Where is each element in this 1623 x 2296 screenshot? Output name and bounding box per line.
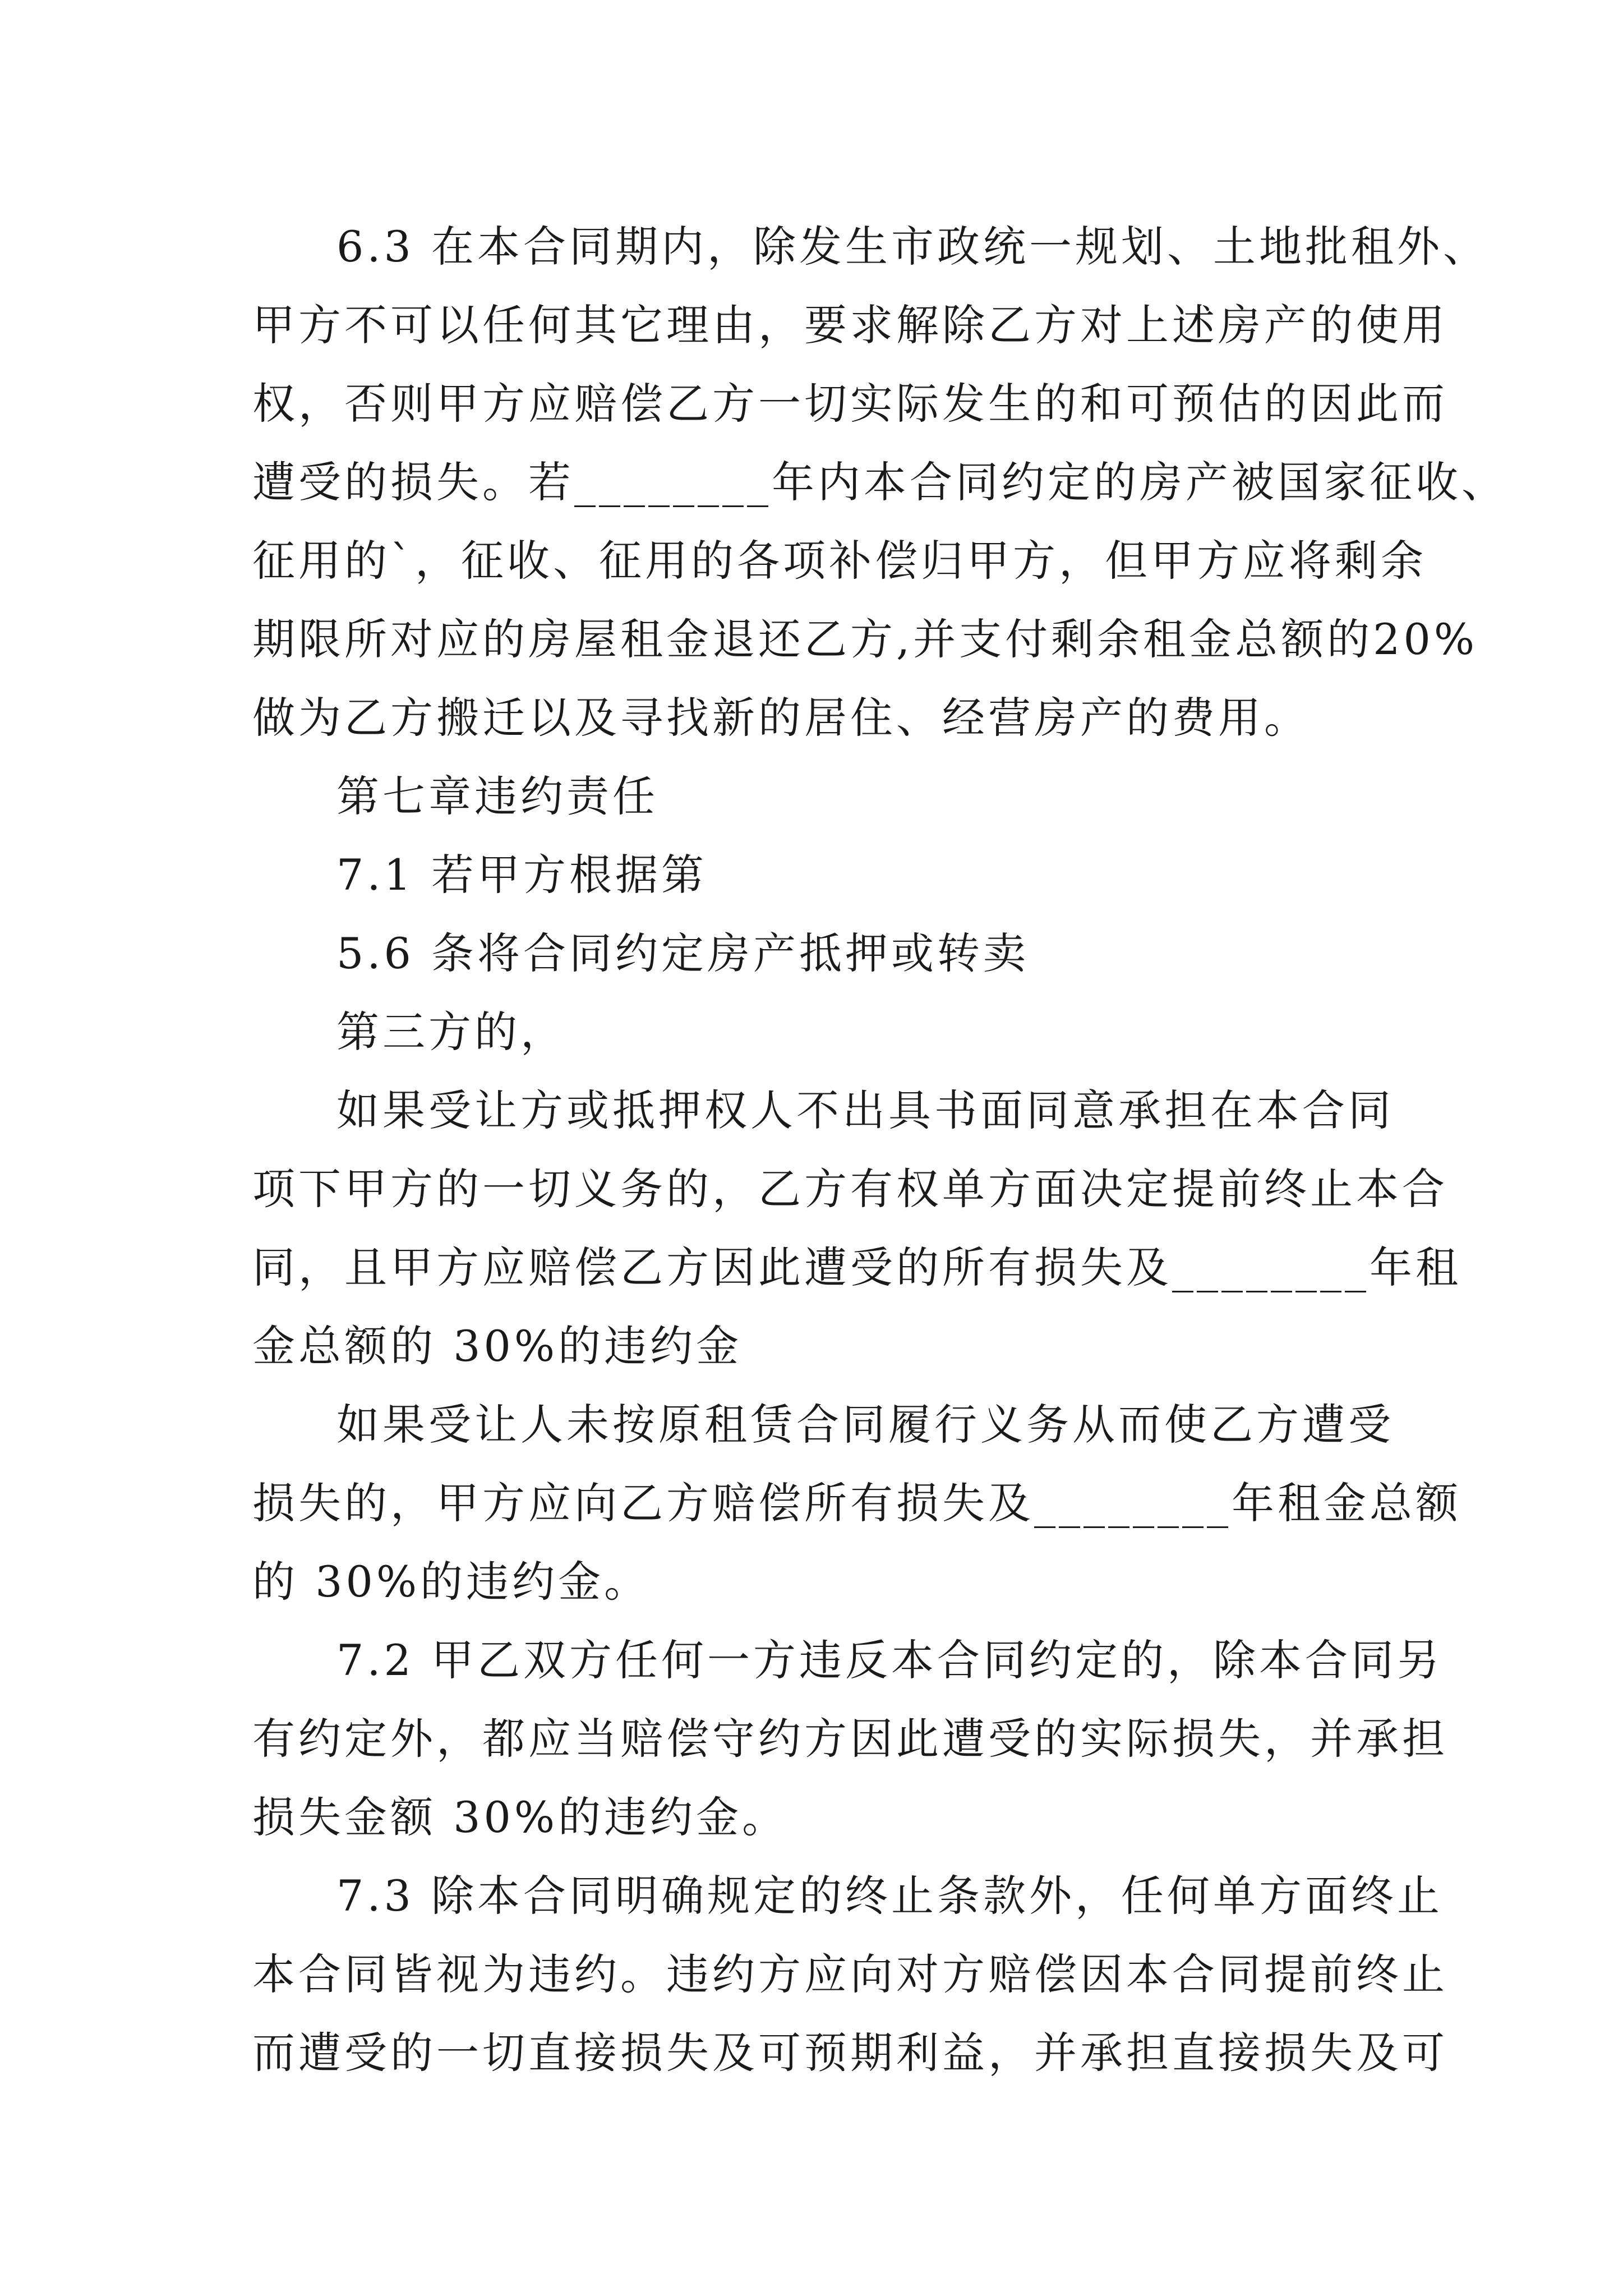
text-line: 损失的，甲方应向乙方赔偿所有损失及________年租金总额 — [252, 1478, 1461, 1528]
text-line: 权，否则甲方应赔偿乙方一切实际发生的和可预估的因此而 — [252, 379, 1448, 429]
text-line: 的 30%的违约金。 — [252, 1557, 651, 1607]
text-line: 项下甲方的一切义务的，乙方有权单方面决定提前终止本合 — [252, 1164, 1448, 1214]
text-line: 同，且甲方应赔偿乙方因此遭受的所有损失及________年租 — [252, 1243, 1461, 1292]
text-line: 损失金额 30%的违约金。 — [252, 1792, 789, 1842]
text-line: 而遭受的一切直接损失及可预期利益，并承担直接损失及可 — [252, 2028, 1448, 2078]
text-line: 第三方的， — [336, 1007, 566, 1057]
text-line: 如果受让人未按原租赁合同履行义务从而使乙方遭受 — [336, 1400, 1394, 1450]
text-line: 7.1 若甲方根据第 — [336, 850, 708, 900]
text-line: 征用的`，征收、征用的各项补偿归甲方，但甲方应将剩余 — [252, 536, 1427, 586]
text-line: 金总额的 30%的违约金 — [252, 1321, 743, 1371]
text-line: 如果受让方或抵押权人不出具书面同意承担在本合同 — [336, 1085, 1394, 1135]
chapter-heading: 第七章违约责任 — [336, 771, 658, 821]
text-line: 6.3 在本合同期内，除发生市政统一规划、土地批租外、 — [336, 222, 1490, 272]
text-line: 5.6 条将合同约定房产抵押或转卖 — [336, 928, 1030, 978]
text-line: 7.3 除本合同明确规定的终止条款外，任何单方面终止 — [336, 1871, 1444, 1921]
text-line: 本合同皆视为违约。违约方应向对方赔偿因本合同提前终止 — [252, 1949, 1448, 1999]
text-line: 甲方不可以任何其它理由，要求解除乙方对上述房产的使用 — [252, 300, 1448, 350]
text-line: 7.2 甲乙双方任何一方违反本合同约定的，除本合同另 — [336, 1635, 1444, 1685]
text-line: 有约定外，都应当赔偿守约方因此遭受的实际损失，并承担 — [252, 1714, 1448, 1764]
text-line: 做为乙方搬迁以及寻找新的居住、经营房产的费用。 — [252, 693, 1310, 743]
text-line: 期限所对应的房屋租金退还乙方,并支付剩余租金总额的20% — [252, 614, 1478, 664]
text-line: 遭受的损失。若________年内本合同约定的房产被国家征收、 — [252, 457, 1507, 507]
